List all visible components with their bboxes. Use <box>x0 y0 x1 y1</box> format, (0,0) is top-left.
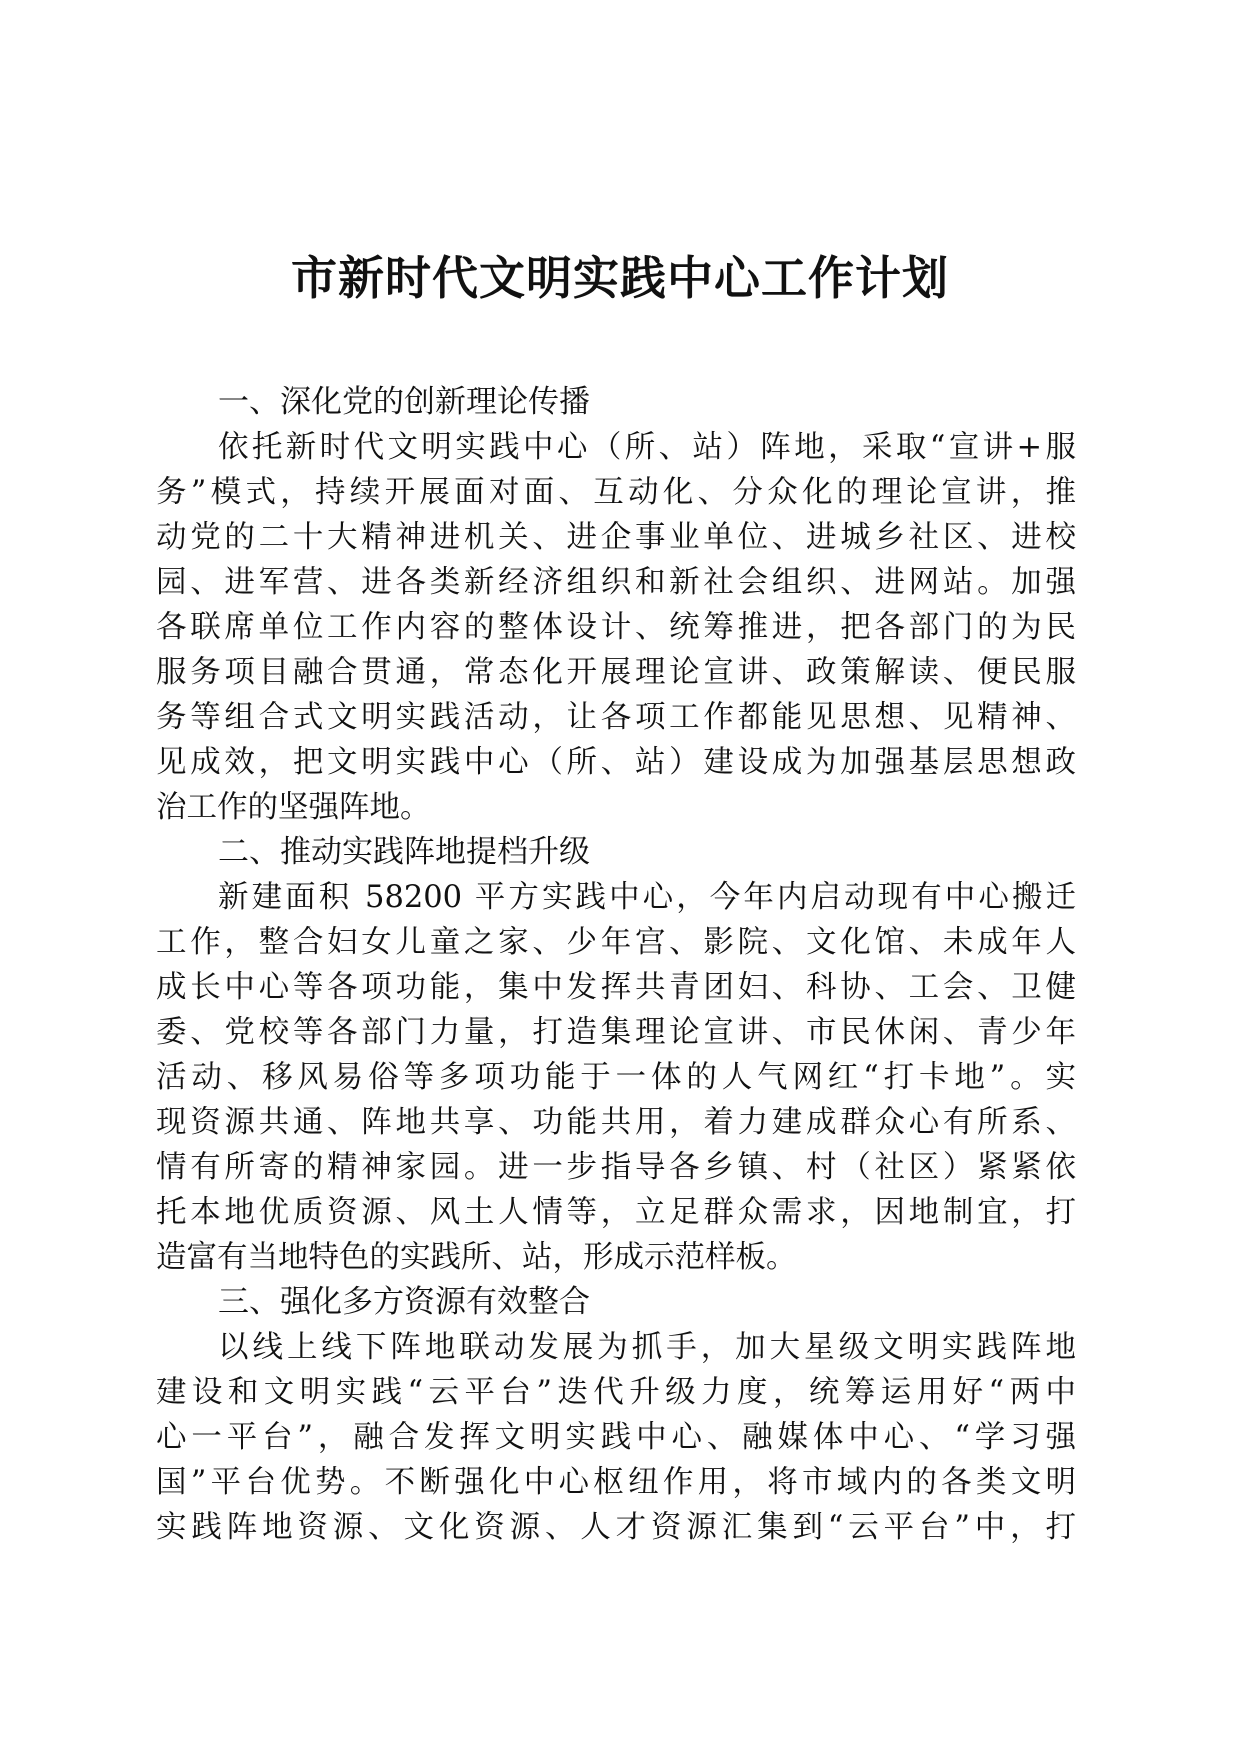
paragraph-line: 治工作的坚强阵地。 <box>156 790 431 825</box>
paragraph-line: 成长中心等各项功能，集中发挥共青团妇、科协、工会、卫健 <box>156 970 1076 1005</box>
paragraph-line: 见成效，把文明实践中心（所、站）建设成为加强基层思想政 <box>156 745 1076 780</box>
paragraph-line: 现资源共通、阵地共享、功能共用，着力建成群众心有所系、 <box>156 1105 1076 1140</box>
section-paragraph <box>156 1325 1076 1550</box>
paragraph-line: 依托新时代文明实践中心（所、站）阵地，采取“宣讲+服 <box>218 430 1076 465</box>
paragraph-line: 情有所寄的精神家园。进一步指导各乡镇、村（社区）紧紧依 <box>156 1150 1076 1185</box>
paragraph-line: 以线上线下阵地联动发展为抓手，加大星级文明实践阵地 <box>218 1330 1076 1365</box>
paragraph-line: 委、党校等各部门力量，打造集理论宣讲、市民休闲、青少年 <box>156 1015 1076 1050</box>
section-heading: 三、强化多方资源有效整合 <box>218 1284 590 1320</box>
paragraph-line: 新建面积 58200 平方实践中心，今年内启动现有中心搬迁 <box>218 880 1076 915</box>
paragraph-line: 建设和文明实践“云平台”迭代升级力度，统筹运用好“两中 <box>156 1375 1076 1410</box>
section-paragraph <box>156 425 1076 830</box>
paragraph-line: 托本地优质资源、风土人情等，立足群众需求，因地制宜，打 <box>156 1195 1076 1230</box>
section-paragraph <box>156 875 1076 1280</box>
paragraph-line: 各联席单位工作内容的整体设计、统筹推进，把各部门的为民 <box>156 610 1076 645</box>
paragraph-line: 园、进军营、进各类新经济组织和新社会组织、进网站。加强 <box>156 565 1076 600</box>
document-body <box>156 380 1076 1550</box>
document-title: 市新时代文明实践中心工作计划 <box>291 251 949 305</box>
paragraph-line: 工作，整合妇女儿童之家、少年宫、影院、文化馆、未成年人 <box>156 925 1076 960</box>
paragraph-line: 务等组合式文明实践活动，让各项工作都能见思想、见精神、 <box>156 700 1076 735</box>
paragraph-line: 动党的二十大精神进机关、进企事业单位、进城乡社区、进校 <box>156 520 1076 555</box>
paragraph-line: 造富有当地特色的实践所、站，形成示范样板。 <box>156 1240 797 1275</box>
section-heading: 二、推动实践阵地提档升级 <box>218 834 590 870</box>
section-heading: 一、深化党的创新理论传播 <box>218 384 590 420</box>
paragraph-line: 服务项目融合贯通，常态化开展理论宣讲、政策解读、便民服 <box>156 655 1076 690</box>
paragraph-line: 实践阵地资源、文化资源、人才资源汇集到“云平台”中，打 <box>156 1510 1076 1545</box>
paragraph-line: 心一平台”，融合发挥文明实践中心、融媒体中心、“学习强 <box>156 1420 1076 1455</box>
paragraph-line: 务”模式，持续开展面对面、互动化、分众化的理论宣讲，推 <box>156 475 1076 510</box>
paragraph-line: 国”平台优势。不断强化中心枢纽作用，将市域内的各类文明 <box>156 1465 1076 1500</box>
paragraph-line: 活动、移风易俗等多项功能于一体的人气网红“打卡地”。实 <box>156 1060 1076 1095</box>
